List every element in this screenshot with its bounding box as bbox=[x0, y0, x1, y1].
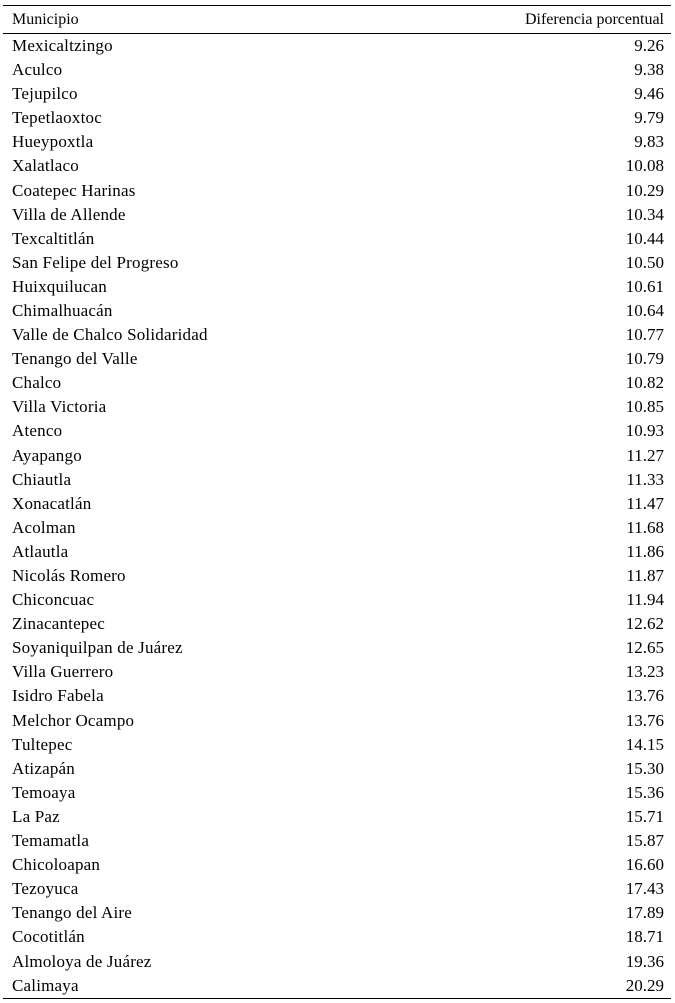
table-row bbox=[3, 444, 671, 468]
table-row bbox=[3, 540, 671, 564]
table-row bbox=[3, 805, 671, 829]
table-row bbox=[3, 203, 671, 227]
cell-diferencia-porcentual: 10.29 bbox=[625, 180, 664, 200]
table-row bbox=[3, 82, 671, 106]
cell-municipio: Acolman bbox=[12, 517, 76, 537]
cell-municipio: Soyaniquilpan de Juárez bbox=[12, 638, 183, 658]
table-row bbox=[3, 877, 671, 901]
cell-municipio: Xalatlaco bbox=[12, 156, 79, 176]
table-row bbox=[3, 178, 671, 202]
cell-diferencia-porcentual: 11.47 bbox=[626, 493, 664, 513]
table-row bbox=[3, 709, 671, 733]
cell-diferencia-porcentual: 15.71 bbox=[625, 806, 664, 826]
data-table-container bbox=[3, 5, 671, 999]
table-row bbox=[3, 516, 671, 540]
table-header bbox=[3, 6, 671, 34]
cell-municipio: Cocotitlán bbox=[12, 927, 85, 947]
cell-municipio: Huixquilucan bbox=[12, 276, 107, 296]
table-body bbox=[3, 34, 671, 999]
table-row bbox=[3, 636, 671, 660]
cell-diferencia-porcentual: 11.33 bbox=[626, 469, 664, 489]
table-row bbox=[3, 468, 671, 492]
cell-diferencia-porcentual: 20.29 bbox=[625, 975, 664, 995]
cell-diferencia-porcentual: 11.68 bbox=[626, 517, 664, 537]
cell-diferencia-porcentual: 13.76 bbox=[625, 710, 664, 730]
cell-municipio: Hueypoxtla bbox=[12, 132, 94, 152]
cell-diferencia-porcentual: 9.38 bbox=[634, 60, 664, 80]
cell-municipio: Mexicaltzingo bbox=[12, 36, 113, 55]
cell-diferencia-porcentual: 14.15 bbox=[625, 734, 664, 754]
cell-diferencia-porcentual: 10.34 bbox=[625, 204, 664, 224]
cell-municipio: Chiautla bbox=[12, 469, 72, 489]
cell-diferencia-porcentual: 13.76 bbox=[625, 686, 664, 706]
cell-municipio: Texcaltitlán bbox=[12, 228, 95, 248]
table-row bbox=[3, 757, 671, 781]
cell-municipio: Tepetlaoxtoc bbox=[12, 108, 102, 128]
cell-municipio: Valle de Chalco Solidaridad bbox=[12, 325, 208, 345]
table-row bbox=[3, 564, 671, 588]
cell-diferencia-porcentual: 15.30 bbox=[625, 758, 664, 778]
cell-diferencia-porcentual: 10.82 bbox=[625, 373, 664, 393]
table-row bbox=[3, 733, 671, 757]
cell-municipio: Aculco bbox=[12, 60, 63, 80]
table-row bbox=[3, 949, 671, 973]
table-row bbox=[3, 829, 671, 853]
cell-municipio: Zinacantepec bbox=[12, 614, 106, 634]
cell-diferencia-porcentual: 10.93 bbox=[625, 421, 664, 441]
cell-municipio: Tejupilco bbox=[12, 84, 78, 104]
table-row bbox=[3, 251, 671, 275]
cell-municipio: Tenango del Aire bbox=[12, 903, 133, 923]
cell-municipio: Atizapán bbox=[12, 758, 75, 778]
header-row bbox=[3, 6, 671, 34]
cell-diferencia-porcentual: 11.94 bbox=[626, 590, 664, 610]
cell-municipio: Villa Victoria bbox=[12, 397, 107, 417]
table-row bbox=[3, 323, 671, 347]
table-row bbox=[3, 299, 671, 323]
table-row bbox=[3, 660, 671, 684]
cell-diferencia-porcentual: 9.46 bbox=[634, 84, 664, 104]
cell-municipio: Villa Guerrero bbox=[12, 662, 114, 682]
cell-diferencia-porcentual: 18.71 bbox=[625, 927, 664, 947]
cell-municipio: Xonacatlán bbox=[12, 493, 92, 513]
table-row bbox=[3, 395, 671, 419]
cell-municipio: Chicoloapan bbox=[12, 855, 101, 875]
cell-diferencia-porcentual: 11.27 bbox=[626, 445, 664, 465]
table-row bbox=[3, 130, 671, 154]
table-row bbox=[3, 58, 671, 82]
cell-diferencia-porcentual: 16.60 bbox=[625, 855, 664, 875]
municipios-table bbox=[3, 5, 671, 999]
cell-municipio: Ayapango bbox=[12, 445, 82, 465]
cell-municipio: Chimalhuacán bbox=[12, 300, 113, 320]
cell-municipio: Calimaya bbox=[12, 975, 79, 995]
cell-diferencia-porcentual: 10.61 bbox=[625, 276, 664, 296]
table-row bbox=[3, 154, 671, 178]
cell-diferencia-porcentual: 10.85 bbox=[625, 397, 664, 417]
cell-municipio: Tultepec bbox=[12, 734, 73, 754]
cell-diferencia-porcentual: 12.62 bbox=[625, 614, 664, 634]
cell-diferencia-porcentual: 11.86 bbox=[626, 541, 664, 561]
table-row bbox=[3, 106, 671, 130]
cell-diferencia-porcentual: 12.65 bbox=[625, 638, 664, 658]
cell-diferencia-porcentual: 9.83 bbox=[634, 132, 664, 152]
table-row bbox=[3, 684, 671, 708]
table-row bbox=[3, 901, 671, 925]
cell-municipio: Temamatla bbox=[12, 831, 90, 851]
cell-diferencia-porcentual: 10.77 bbox=[625, 325, 664, 345]
header-diferencia-porcentual: Diferencia porcentual bbox=[524, 10, 664, 28]
cell-municipio: Tenango del Valle bbox=[12, 349, 138, 369]
table-row bbox=[3, 853, 671, 877]
table-row bbox=[3, 925, 671, 949]
cell-municipio: Chiconcuac bbox=[12, 590, 95, 610]
table-row bbox=[3, 781, 671, 805]
cell-diferencia-porcentual: 10.08 bbox=[625, 156, 664, 176]
cell-diferencia-porcentual: 9.79 bbox=[634, 108, 664, 128]
cell-municipio: Melchor Ocampo bbox=[12, 710, 135, 730]
cell-diferencia-porcentual: 17.43 bbox=[625, 879, 664, 899]
table-row bbox=[3, 371, 671, 395]
header-municipio: Municipio bbox=[12, 10, 79, 28]
table-row bbox=[3, 34, 671, 59]
cell-diferencia-porcentual: 9.26 bbox=[634, 36, 664, 55]
table-row bbox=[3, 492, 671, 516]
cell-municipio: Coatepec Harinas bbox=[12, 180, 136, 200]
table-row bbox=[3, 588, 671, 612]
cell-municipio: Temoaya bbox=[12, 782, 76, 802]
cell-municipio: San Felipe del Progreso bbox=[12, 252, 179, 272]
cell-municipio: Chalco bbox=[12, 373, 62, 393]
cell-diferencia-porcentual: 10.79 bbox=[625, 349, 664, 369]
cell-municipio: Atlautla bbox=[12, 541, 69, 561]
cell-municipio: Almoloya de Juárez bbox=[12, 951, 152, 971]
cell-diferencia-porcentual: 13.23 bbox=[625, 662, 664, 682]
cell-diferencia-porcentual: 19.36 bbox=[625, 951, 664, 971]
cell-municipio: Atenco bbox=[12, 421, 63, 441]
table-row bbox=[3, 419, 671, 443]
cell-municipio: Villa de Allende bbox=[12, 204, 126, 224]
cell-diferencia-porcentual: 11.87 bbox=[626, 566, 664, 586]
table-row bbox=[3, 227, 671, 251]
cell-municipio: Tezoyuca bbox=[12, 879, 79, 899]
table-row bbox=[3, 974, 671, 999]
table-row bbox=[3, 347, 671, 371]
cell-diferencia-porcentual: 10.64 bbox=[625, 300, 664, 320]
cell-diferencia-porcentual: 17.89 bbox=[625, 903, 664, 923]
cell-diferencia-porcentual: 15.87 bbox=[625, 831, 664, 851]
table-row bbox=[3, 275, 671, 299]
cell-diferencia-porcentual: 10.50 bbox=[625, 252, 664, 272]
cell-diferencia-porcentual: 10.44 bbox=[625, 228, 664, 248]
cell-diferencia-porcentual: 15.36 bbox=[625, 782, 664, 802]
cell-municipio: Isidro Fabela bbox=[12, 686, 104, 706]
table-row bbox=[3, 612, 671, 636]
cell-municipio: La Paz bbox=[12, 806, 60, 826]
cell-municipio: Nicolás Romero bbox=[12, 566, 126, 586]
